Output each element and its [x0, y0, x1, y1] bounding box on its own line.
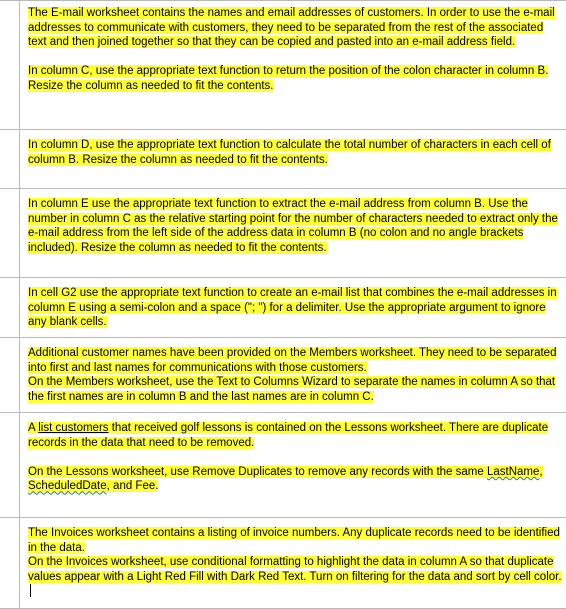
instruction-text: that received golf lessons is contained on the Lessons worksheet. There are duplicate records in the data that need to be removed. — [28, 422, 549, 449]
instruction-text: On the Lessons worksheet, use Remove Duplicates to remove any records with the same — [28, 465, 487, 478]
table-row — [0, 277, 566, 337]
row-number-cell — [19, 338, 20, 412]
instruction-text: , and Fee. — [106, 480, 159, 493]
instruction-text: The E-mail worksheet contains the names and email addresses of customers. In order to use the e-mail addresses to communicate with customers, they need to be separated from the rest of the associated text and then joined together so that they can be copied and pasted into an e-mail address field. — [28, 7, 555, 49]
instruction-text: In column C, use the appropriate text function to return the position of the colon character in column B. Resize the column as needed to fit the contents. — [28, 65, 549, 92]
instruction-text: In cell G2 use the appropriate text function to create an e-mail list that combines the e-mail addresses in column E using a semi-colon and a space ("; ") for a delimiter. Use the appropriate argument to ignore any blank cells. — [28, 287, 557, 329]
instruction-cell[interactable] — [28, 197, 562, 255]
row-number-cell — [19, 518, 20, 608]
table-row — [0, 337, 566, 412]
instruction-text: A — [28, 422, 39, 434]
instruction-text: Additional customer names have been provided on the Members worksheet. They need to be separated into first and last names for communications with those customers. — [28, 347, 557, 374]
instruction-text: The Invoices worksheet contains a listing of invoice numbers. Any duplicate records need to be identified in the data. — [28, 527, 560, 554]
table-row — [0, 188, 566, 277]
table-row — [0, 517, 566, 609]
table-row — [0, 0, 566, 129]
table-row — [0, 129, 566, 188]
row-number-cell — [19, 1, 20, 129]
instruction-text: In column E use the appropriate text function to extract the e-mail address from column B. Use the number in column C as the relative starting point for the number of characters needed to extract only the e-mail address from the left side of the address data in column B (no colon and no angle brackets included). Resize the column as needed to fit the contents. — [28, 198, 558, 254]
instruction-text: In column D, use the appropriate text function to calculate the total number of characters in each cell of column B. Resize the column as needed to fit the contents. — [28, 139, 551, 166]
instruction-cell[interactable] — [28, 526, 562, 600]
instruction-cell[interactable] — [28, 138, 562, 167]
list-customers-link[interactable]: list customers — [38, 422, 109, 434]
row-number-cell — [19, 278, 20, 337]
instruction-cell[interactable] — [28, 421, 562, 494]
instruction-cell[interactable] — [28, 6, 562, 94]
scheduleddate-word: ScheduledDate — [28, 480, 107, 493]
instruction-cell[interactable] — [28, 346, 562, 404]
row-number-cell — [19, 189, 20, 277]
text-cursor — [30, 584, 31, 597]
lastname-word: LastName — [486, 465, 540, 478]
instruction-text: On the Invoices worksheet, use conditional formatting to highlight the data in column A so that duplicate values appear with a Light Red Fill with Dark Red Text. Turn on filtering for the data and sort by cell color. — [28, 556, 562, 583]
row-number-cell — [19, 413, 20, 517]
table-row — [0, 412, 566, 517]
instruction-cell[interactable] — [28, 286, 562, 330]
instruction-text: , — [539, 465, 543, 478]
instruction-text: On the Members worksheet, use the Text to Columns Wizard to separate the names in column A so that the first names are in column B and the last names are in column C. — [28, 376, 556, 403]
row-number-cell — [19, 130, 20, 188]
